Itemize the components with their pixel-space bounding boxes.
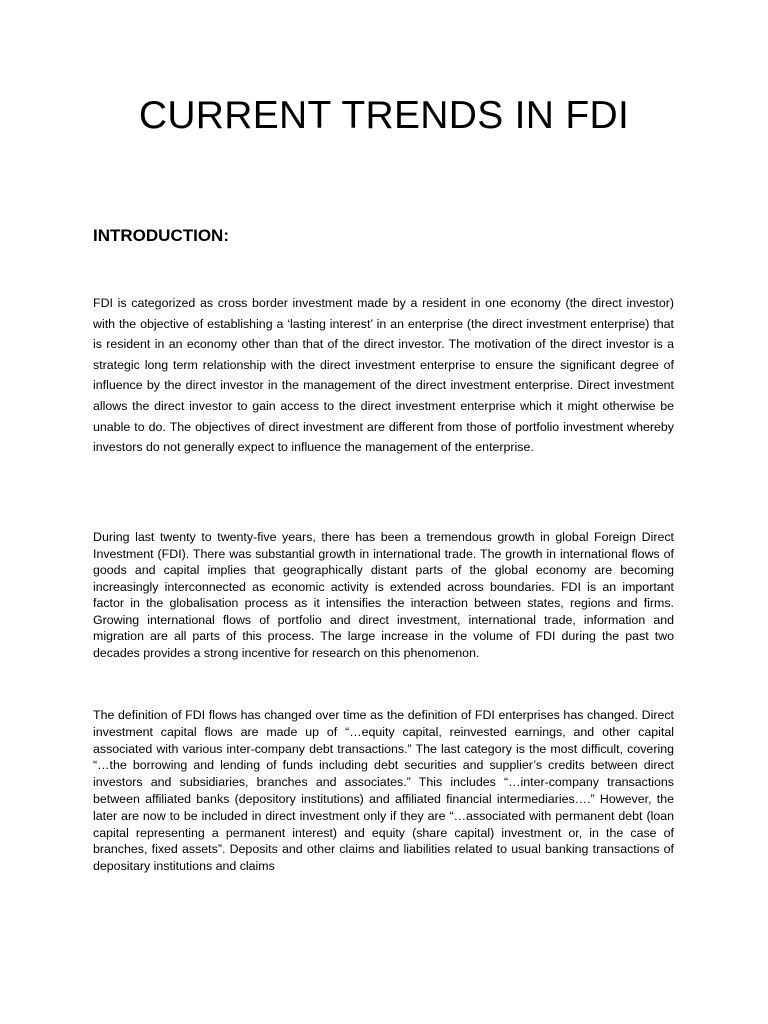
paragraph-2: During last twenty to twenty-five years, there has been a tremendous growth in global Foreign Direct Investment (FDI). There was substantial growth in international trade. The growth in international flows of goods and capital implies that geographically distant parts of the global economy are becoming increasingly interconnected as economic activity is extended across boundaries. FDI is an important factor in the globalisation process as it intensifies the interaction between states, regions and firms. Growing international flows of portfolio and direct investment, international trade, information and migration are all parts of this process. The large increase in the volume of FDI during the past two decades provides a strong incentive for research on this phenomenon. — [93, 530, 674, 660]
paragraph-1: FDI is categorized as cross border investment made by a resident in one economy (the direct investor) with the objective of establishing a ‘lasting interest’ in an enterprise (the direct investment enterprise) that is resident in an economy other than that of the direct investor. The motivation of the direct investor is a strategic long term relationship with the direct investment enterprise to ensure the significant degree of influence by the direct investor in the management of the direct investment enterprise. Direct investment allows the direct investor to gain access to the direct investment enterprise which it might otherwise be unable to do. The objectives of direct investment are different from those of portfolio investment whereby investors do not generally expect to influence the management of the enterprise. — [93, 296, 674, 455]
section-heading: INTRODUCTION: — [93, 226, 229, 245]
page-title: CURRENT TRENDS IN FDI — [138, 94, 630, 137]
paragraph-3: The definition of FDI flows has changed over time as the definition of FDI enterprises has changed. Direct investment capital flows are made up of “…equity capital, reinvested earnings, and other capital associated with various inter-company debt transactions.” The last category is the most difficult, covering “…the borrowing and lending of funds including debt securities and supplier’s credits between direct investors and subsidiaries, branches and associates.” This includes “…inter-company transactions between affiliated banks (depository institutions) and affiliated financial intermediaries….” However, the later are now to be included in direct investment only if they are “…associated with permanent debt (loan capital representing a permanent interest) and equity (share capital) investment or, in the case of branches, fixed assets”. Deposits and other claims and liabilities related to usual banking transactions of depositary institutions and claims — [93, 708, 674, 874]
